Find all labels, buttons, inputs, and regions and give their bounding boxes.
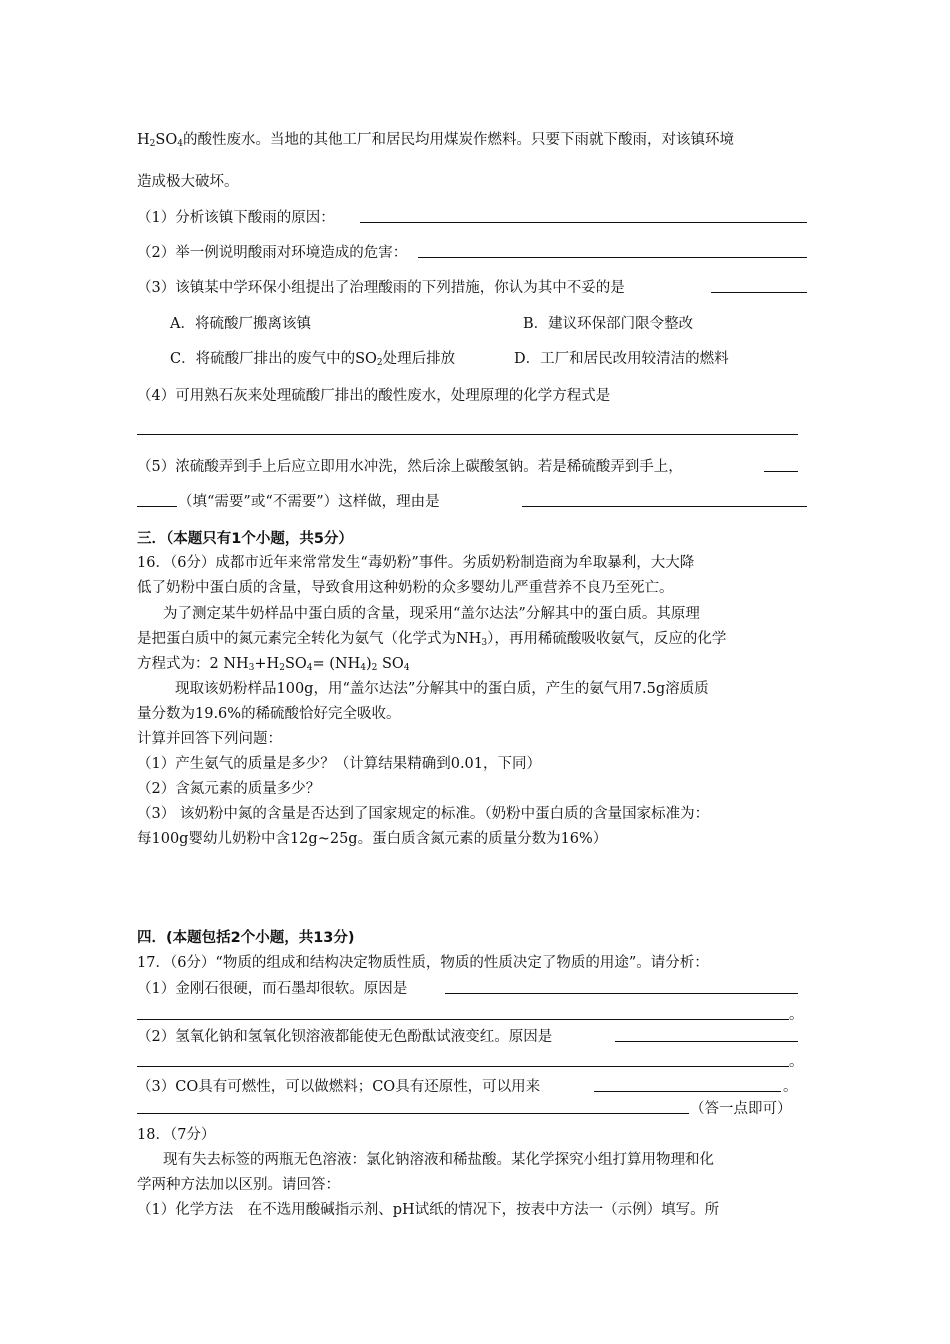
answer-line[interactable] — [764, 471, 798, 472]
answer-line[interactable] — [360, 222, 807, 223]
option-c: C．将硫酸厂排出的废气中的$SO_2$处理后排放 — [170, 351, 456, 368]
answer-line[interactable] — [137, 434, 798, 435]
question-17-1: （1）金刚石很硬，而石墨却很软。原因是 — [137, 981, 408, 997]
paragraph-line: 现有失去标签的两瓶无色溶液：氯化钠溶液和稀盐酸。某化学探究小组打算用物理和化 — [163, 1152, 714, 1168]
answer-line[interactable] — [522, 506, 807, 507]
question-15-5: （5）浓硫酸弄到手上后应立即用水冲洗，然后涂上碳酸氢钠。若是稀硫酸弄到手上， — [137, 459, 683, 475]
paragraph-line: 低了奶粉中蛋白质的含量，导致食用这种奶粉的众多婴幼儿严重营养不良乃至死亡。 — [137, 580, 674, 596]
answer-line[interactable] — [445, 993, 798, 994]
question-15-3: （3）该镇某中学环保小组提出了治理酸雨的下列措施，你认为其中不妥的是 — [137, 280, 625, 296]
paragraph-line: 现取该奶粉样品100g，用“盖尔达法”分解其中的蛋白质，产生的氨气用7.5g溶质质 — [175, 681, 709, 697]
section-heading: 四．(本题包括2个小题，共13分) — [137, 930, 355, 946]
paragraph-line: 量分数为19.6%的稀硫酸恰好完全吸收。 — [137, 706, 401, 722]
question-18: 18．（7分） — [137, 1127, 216, 1143]
answer-line[interactable] — [615, 1041, 798, 1042]
question-17: 17．（6分）“物质的组成和结构决定物质性质，物质的性质决定了物质的用途”。请分析： — [137, 955, 709, 971]
question-16-2: （2）含氮元素的质量多少？ — [137, 781, 321, 797]
question-15-2: （2）举一例说明酸雨对环境造成的危害： — [137, 245, 408, 261]
section-heading: 三．（本题只有1个小题，共5分） — [137, 531, 353, 547]
answer-line[interactable] — [137, 1066, 789, 1067]
chemical-equation: 方程式为：2 $NH_3+H_2SO_4= (NH_4)_2$ $SO_4$ — [137, 656, 410, 673]
question-16-1: （1）产生氨气的质量是多少？（计算结果精确到0.01，下同） — [137, 756, 542, 772]
question-18-1: （1）化学方法 在不选用酸碱指示剂、pH试纸的情况下，按表中方法一（示例）填写。所 — [137, 1202, 720, 1218]
paragraph-line: 学两种方法加以区别。请回答： — [137, 1177, 340, 1193]
paragraph-line: 是把蛋白质中的氮元素完全转化为氨气（化学式为$NH_3$），再用稀硫酸吸收氨气，反应的化学 — [137, 631, 727, 648]
punctuation: 。 — [783, 1079, 798, 1095]
punctuation: 。 — [789, 1007, 804, 1023]
answer-line[interactable] — [137, 1019, 789, 1020]
answer-line[interactable] — [711, 292, 807, 293]
question-15-5b: （填“需要”或“不需要”）这样做，理由是 — [178, 494, 440, 510]
answer-line[interactable] — [137, 1113, 689, 1114]
question-15-1: （1）分析该镇下酸雨的原因： — [137, 210, 335, 226]
option-a: A．将硫酸厂搬离该镇 — [170, 316, 311, 332]
option-d: D．工厂和居民改用较清洁的燃料 — [514, 351, 729, 367]
paragraph-line: 每100g婴幼儿奶粉中含12g~25g。蛋白质含氮元素的质量分数为16%） — [137, 831, 608, 847]
question-17-3: （3）CO具有可燃性，可以做燃料；CO具有还原性，可以用来 — [137, 1079, 541, 1095]
paragraph-line: $H_2SO_4$的酸性废水。当地的其他工厂和居民均用煤炭作燃料。只要下雨就下酸雨，对该镇环境 — [137, 132, 734, 149]
answer-line[interactable] — [418, 257, 807, 258]
paragraph-line: 为了测定某牛奶样品中蛋白质的含量，现采用“盖尔达法”分解其中的蛋白质。其原理 — [163, 606, 700, 622]
answer-line[interactable] — [137, 506, 177, 507]
paragraph-line: 造成极大破坏。 — [137, 174, 239, 190]
question-15-4: （4）可用熟石灰来处理硫酸厂排出的酸性废水，处理原理的化学方程式是 — [137, 388, 611, 404]
answer-hint: （答一点即可） — [690, 1101, 792, 1117]
option-b: B．建议环保部门限令整改 — [523, 316, 694, 332]
question-17-2: （2）氢氧化钠和氢氧化钡溶液都能使无色酚酞试液变红。原因是 — [137, 1029, 553, 1045]
question-16-3: （3） 该奶粉中氮的含量是否达到了国家规定的标准。（奶粉中蛋白质的含量国家标准为： — [137, 806, 710, 822]
paragraph-line: 16．（6分）成都市近年来常常发生“毒奶粉”事件。劣质奶粉制造商为牟取暴利，大大降 — [137, 555, 695, 571]
paragraph-line: 计算并回答下列问题： — [137, 731, 282, 747]
punctuation: 。 — [789, 1054, 804, 1070]
answer-line[interactable] — [594, 1091, 781, 1092]
